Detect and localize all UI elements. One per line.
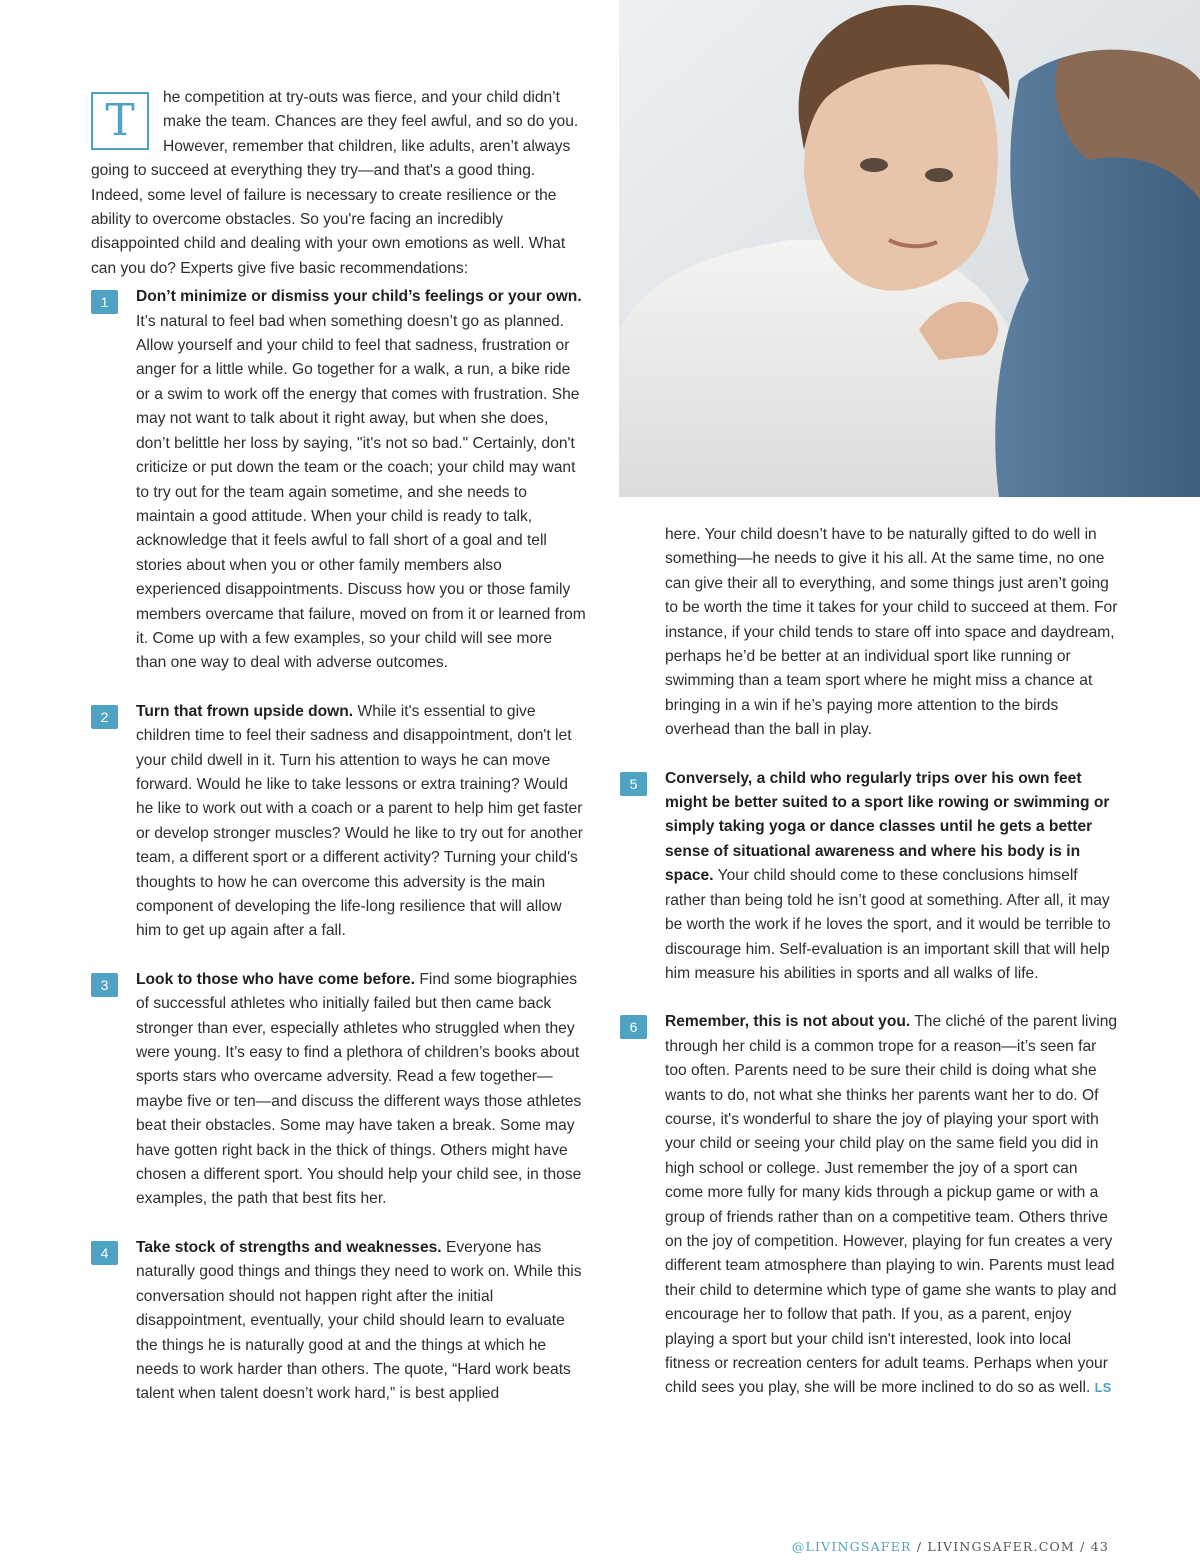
tip-3 [91, 968, 586, 1212]
tip-body: It’s natural to feel bad when something doesn’t go as planned. Allow yourself and your child to feel that sadness, frustration or anger for a little while. Go together for a walk, a run, a bike ride or a swim to work off the energy that comes with frustration. She may not want to talk about it right away, but when she does, don’t belittle her loss by saying, "it's not so bad." Certainly, don't criticize or put down the team or the coach; your child may want to try out for the team again sometime, and she needs to maintain a good attitude. When your child is ready to talk, acknowledge that it feels awful to fall short of a goal and tell stories about when you or other family members also experienced disappointments. Discuss how you or those family members overcame that failure, moved on from it or learned from it. Come up with a few examples, so your child will see more than one way to deal with adverse outcomes. [136, 312, 586, 672]
tip-heading: Don’t minimize or dismiss your child’s feelings or your own. [136, 288, 582, 306]
intro-text: he competition at try-outs was fierce, and your child didn’t make the team. Chances are they feel awful, and so do you. However, remember that children, like adults, aren’t always going to succeed at everything they try—and that's a good thing. Indeed, some level of failure is necessary to create resilience or the ability to overcome obstacles. So you're facing an incredibly disappointed child and dealing with your own emotions as well. What can you do? Experts give five basic recommendations: [91, 89, 579, 277]
tip-2 [91, 700, 586, 944]
tip-heading: Take stock of strengths and weaknesses. [136, 1238, 442, 1256]
page-number: 43 [1090, 1539, 1109, 1554]
footer-social-link[interactable]: @LIVINGSAFER [791, 1539, 912, 1554]
tip-number-badge: 5 [620, 772, 647, 796]
intro-paragraph [91, 86, 586, 281]
tip-1 [91, 285, 586, 676]
tip-body: Everyone has naturally good things and things they need to work on. While this conversation should not happen right after the initial disappointment, eventually, your child should learn to evaluate the things he is naturally good at and the things at which he needs to work harder than others. The quote, “Hard work beats talent when talent doesn’t work hard,” is best applied [136, 1238, 582, 1403]
tip-heading: Conversely, a child who regularly trips over his own feet might be better suited to a sport like rowing or swimming or simply taking yoga or dance classes until he gets a better sense of situational awareness and where his body is in space. [665, 769, 1110, 885]
photo-illustration [619, 0, 1200, 497]
tip-number-badge: 4 [91, 1241, 118, 1265]
continued-text: here. Your child doesn’t have to be naturally gifted to do well in something—he needs to give it his all. At the same time, no one can give their all to everything, and some things just aren’t going to be worth the time it takes for your child to succeed at them. For instance, if your child tends to stare off into space and daydream, perhaps he’d be better at an individual sport like running or swimming than a team sport where he might miss a chance at bringing in a win if he’s paying more attention to the birds overhead than the ball in play. [665, 526, 1118, 739]
footer-separator: / [1074, 1539, 1091, 1554]
footer-site-link[interactable]: LIVINGSAFER.COM [927, 1539, 1075, 1554]
tip-4 [91, 1236, 586, 1407]
tip-body: The cliché of the parent living through her child is a common trope for a reason—it’s seen far too often. Parents need to be sure their child is doing what she wants to do, not what she thinks her parents want her to do. Of course, it's wonderful to share the joy of playing your sport with your child or seeing your child play on the same field you did in high school or college. Just remember the joy of a sport can come more fully for many kids through a pickup game or with a group of friends rather than on a competitive team. Others thrive on the joy of competition. However, playing for fun creates a very different team atmosphere than playing to win. Parents must lead their child to determine which type of game she wants to play and encourage her to follow that path. If you, as a parent, enjoy playing a sport but your child isn't interested, look into local fitness or recreation centers for adult teams. Perhaps when your child sees you play, she will be more inclined to do so as well. [665, 1013, 1118, 1397]
tip-body: Find some biographies of successful athletes who initially failed but then came back stronger than ever, especially athletes who struggled when they were young. It’s easy to find a plethora of children’s books about sports stars who overcame adversity. Read a few together—maybe five or ten—and discuss the different ways those athletes beat their obstacles. Some may have taken a break. Some may have gotten right back in the thick of things. Others might have chosen a different sport. You should help your child see, in those examples, the path that best fits her. [136, 970, 582, 1208]
tip-heading: Turn that frown upside down. [136, 702, 354, 720]
left-column [91, 86, 586, 1407]
tip-number-badge: 2 [91, 705, 118, 729]
footer-separator: / [911, 1539, 928, 1554]
page-footer [792, 1539, 1109, 1554]
drop-cap: T [91, 92, 149, 150]
tip-6 [620, 1010, 1120, 1401]
tip-number-badge: 1 [91, 290, 118, 314]
tip-heading: Remember, this is not about you. [665, 1013, 911, 1031]
tip-number-badge: 3 [91, 973, 118, 997]
tip-5 [620, 767, 1120, 987]
tip-body: While it's essential to give children time to feel their sadness and disappointment, don't let your child dwell in it. Turn his attention to ways he can move forward. Would he like to take lessons or extra training? Would he like to work out with a coach or a parent to help him get faster or develop stronger muscles? Would he like to try out for another team, a different sport or a different activity? Turning your child's thoughts to how he can overcome this adversity is the main component of developing the life-long resilience that will allow him to get up again after a fall. [136, 702, 583, 940]
tip-number-badge: 6 [620, 1015, 647, 1039]
article-photo [619, 0, 1200, 497]
tip-body: Your child should come to these conclusions himself rather than being told he isn’t good at something. After all, it may be worth the work if he loves the sport, and it would be terrible to discourage him. Self-evaluation is an important skill that will help him measure his abilities in sports and all walks of life. [665, 867, 1111, 982]
right-column [620, 523, 1120, 1401]
end-mark-logo: LS [1094, 1380, 1112, 1396]
tip-heading: Look to those who have come before. [136, 970, 415, 988]
